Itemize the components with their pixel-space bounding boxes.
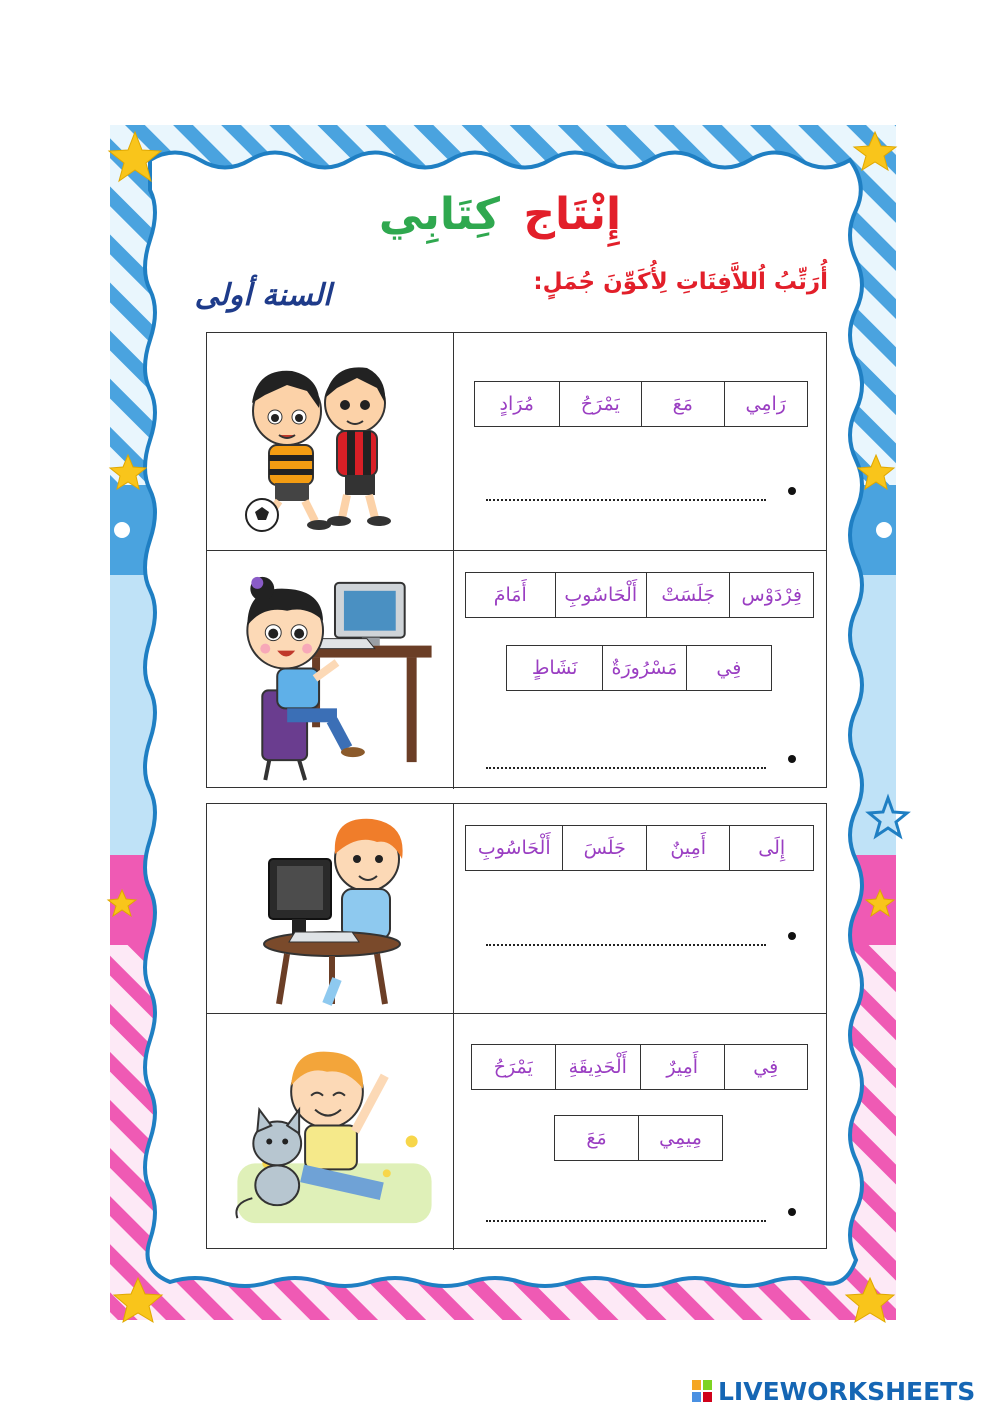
picture-two-boys-football [207,333,454,550]
word-cards-row [506,645,772,691]
exercise-row-4 [207,1013,826,1250]
word-card[interactable]: مَسْرُورَةٌ [602,646,685,690]
grade-label: السنة أولى [194,278,332,313]
word-card[interactable]: مَعَ [641,382,724,426]
word-cards-row [471,1044,808,1090]
logo-icon [692,1378,714,1404]
word-cards-row [554,1115,723,1161]
picture-boy-at-computer [207,804,454,1013]
word-card[interactable]: أَلْحَاسُوبِ [555,573,646,617]
title-word-1: إِنْتَاج [523,189,622,240]
word-card[interactable]: يَمْرَحُ [493,1056,533,1078]
picture-girl-at-computer [207,551,454,789]
word-cards-row [465,825,814,871]
word-cards-row [465,572,814,618]
answer-input[interactable] [486,924,766,946]
answer-input[interactable] [486,479,766,501]
word-card[interactable]: فِرْدَوْس [729,573,813,617]
exercise-table-1 [206,332,827,788]
title-word-2: كِتَابِي [378,189,500,240]
word-card[interactable]: فِي [686,646,771,690]
worksheet-title [300,180,700,250]
word-card[interactable]: أَمِيرٌ [640,1045,724,1089]
word-card[interactable]: فِي [724,1045,808,1089]
word-card[interactable]: أَمِينٌ [646,826,730,870]
exercise-table-2 [206,803,827,1249]
boy-computer-illustration [207,804,454,1013]
girl-computer-illustration [207,551,454,789]
liveworksheets-logo[interactable] [692,1374,992,1408]
answer-input[interactable] [486,747,766,769]
word-card[interactable]: نَشَاطٍ [531,657,578,679]
bullet-dot [788,487,796,495]
logo-text: LIVEWORKSHEETS [718,1376,976,1406]
picture-boy-with-cat [207,1014,454,1250]
boy-cat-park-illustration [207,1014,454,1250]
word-card[interactable]: مُرَادٍ [499,393,534,415]
word-card[interactable]: مِيمِي [638,1116,722,1160]
word-card[interactable]: أَمَامَ [493,584,527,606]
two-boys-football-illustration [207,333,454,550]
word-card[interactable]: يَمْرَحُ [559,382,642,426]
word-card[interactable]: إِلَى [729,826,813,870]
word-cards-row [474,381,808,427]
bullet-dot [788,755,796,763]
word-card[interactable]: رَامِي [724,382,808,426]
answer-input[interactable] [486,1200,766,1222]
exercise-row-1 [207,333,826,550]
instruction-text: أُرَتِّبُ اُللاَّفِتَاتِ لِأُكَوِّنَ جُمَلٍ: [533,269,828,295]
exercise-row-3 [207,804,826,1013]
bullet-dot [788,1208,796,1216]
bullet-dot [788,932,796,940]
word-card[interactable]: جَلَسَ [562,826,646,870]
exercise-row-2 [207,550,826,789]
word-card[interactable]: جَلَسَتْ [646,573,730,617]
word-card[interactable]: أَلْحَاسُوبِ [477,837,551,859]
word-card[interactable]: مَعَ [586,1127,607,1149]
word-card[interactable]: أَلْحَدِيقَةِ [555,1045,640,1089]
